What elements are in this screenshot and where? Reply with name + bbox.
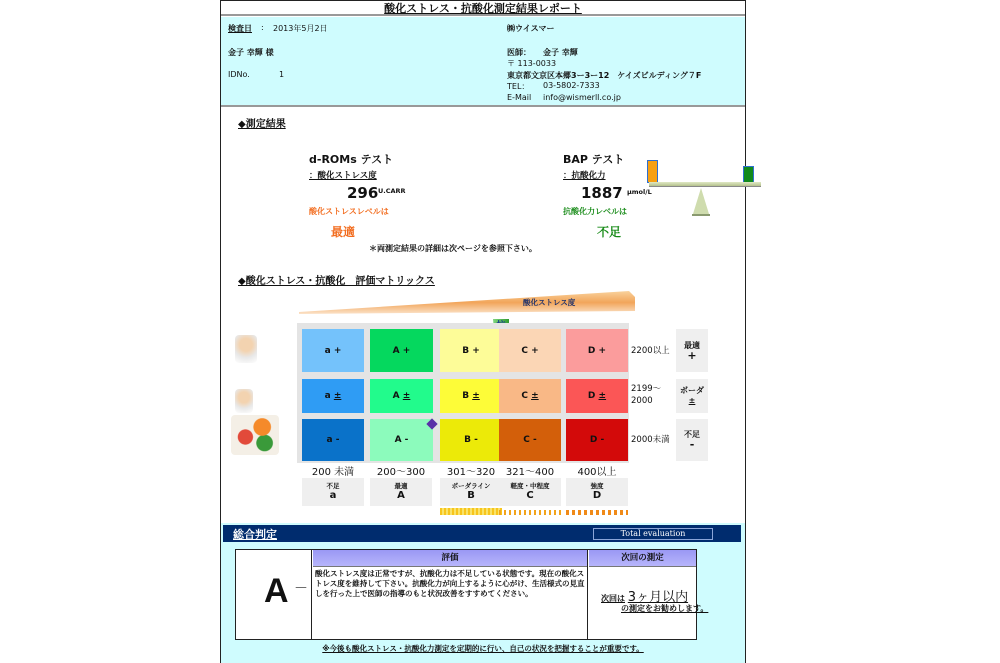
clinic-name: ㈱ウイスマー: [507, 24, 555, 33]
evaluation-table: [235, 549, 709, 640]
droms-value: 296: [347, 184, 379, 202]
col-range-D: 400以上: [577, 467, 617, 478]
col-grade-C: [499, 478, 561, 506]
matrix-cell-C-pm: [499, 379, 561, 413]
email-value[interactable]: info@wismerll.co.jp: [543, 93, 621, 102]
cell-letter: a: [324, 345, 331, 356]
report-title: 酸化ストレス・抗酸化測定結果レポート: [221, 1, 745, 16]
vegetables-mascot-icon: [231, 415, 279, 455]
grade-cell: [236, 550, 312, 639]
cell-sign: ±: [472, 391, 480, 401]
mascot-strong-icon: [235, 335, 257, 363]
cell-sign: +: [402, 345, 411, 356]
level-box-insufficient: [676, 419, 708, 461]
evaluation-text: 酸化ストレス度は正常ですが、抗酸化力は不足している状態です。現在の酸化ストレス度を維持して下さい。抗酸化力が向上するように心がけ、生活様式の見直しを行った上で医師の指導のもと状況改善をすすめてください。: [315, 569, 585, 598]
bap-level-label: 抗酸化力レベルは: [563, 207, 627, 216]
patient-name: 金子 幸輝 様: [228, 48, 274, 57]
grade-letter: A: [264, 572, 289, 610]
matrix-cell-a-pm: [302, 379, 364, 413]
evaluation-header: 評価: [313, 550, 587, 567]
level-text: ボーダ: [680, 386, 704, 395]
cell-sign: ±: [598, 391, 607, 401]
cell-letter: A: [394, 435, 402, 445]
cell-sign: ±: [531, 391, 539, 401]
level-sign: ±: [688, 396, 696, 405]
next-measurement-column: [589, 550, 709, 639]
bap-title: BAP テスト: [563, 153, 625, 166]
cell-sign: -: [335, 435, 340, 445]
seesaw-fulcrum-icon: [693, 188, 709, 214]
level-box-optimal: [676, 329, 708, 372]
droms-level: 最適: [331, 225, 356, 239]
exam-date-label: 検査日: [228, 24, 252, 33]
level-text: 不足: [684, 430, 700, 439]
total-title-en: Total evaluation: [593, 528, 713, 540]
col-grade: A: [397, 490, 405, 501]
seesaw-beam-icon: [649, 182, 761, 187]
matrix-cell-A-minus: [370, 419, 433, 461]
matrix-cell-a-plus: [302, 329, 364, 372]
droms-unit: U.CARR: [378, 187, 406, 195]
id-label: IDNo.: [228, 70, 250, 79]
col-grade: D: [592, 490, 602, 501]
flame-icon-high: [566, 510, 628, 515]
exam-date: 2013年5月2日: [273, 24, 328, 33]
tel-value: 03-5802-7333: [543, 81, 600, 90]
cell-sign: +: [598, 345, 607, 356]
cell-sign: ±: [402, 391, 411, 401]
next-prefix: 次回は: [601, 594, 625, 603]
col-grade-A: [370, 478, 432, 506]
evaluation-column: [313, 550, 588, 639]
col-range-a: 200 未満: [311, 467, 355, 478]
cell-letter: D: [587, 345, 596, 356]
cell-letter: D: [587, 391, 596, 401]
row-range-minus: 2000未満: [631, 435, 670, 445]
col-grade-D: [566, 478, 628, 506]
matrix-cell-D-pm: [566, 379, 628, 413]
cell-letter: B: [464, 435, 471, 445]
flame-icon-low: [440, 508, 502, 515]
row-range-pm-1: 2199～: [631, 384, 662, 394]
matrix-cell-D-minus: [566, 419, 628, 461]
report-page: [220, 0, 746, 663]
level-text: 最適: [684, 340, 700, 350]
col-grade: B: [467, 490, 475, 501]
droms-level-label: 酸化ストレスレベルは: [309, 207, 389, 216]
matrix-cell-A-pm: [370, 379, 433, 413]
cell-letter: a: [324, 391, 331, 401]
mascot-mid-icon: [235, 389, 253, 413]
col-range-C: 321～400: [505, 467, 555, 478]
tel-label: TEL：: [507, 82, 530, 91]
col-desc: ボーダライン: [451, 482, 491, 490]
next-measurement-header: 次回の測定: [589, 550, 696, 567]
level-box-border: [676, 379, 708, 413]
cell-letter: D: [589, 435, 598, 445]
seesaw-base: [692, 214, 710, 216]
matrix-cell-B-minus: [440, 419, 502, 461]
droms-subtitle: ：酸化ストレス度: [309, 171, 377, 181]
col-range-A: 200～300: [376, 467, 426, 478]
col-range-B: 301～320: [446, 467, 496, 478]
matrix-cell-C-minus: [499, 419, 561, 461]
level-sign: -: [689, 438, 695, 451]
row-range-pm-2: 2000: [631, 396, 653, 406]
bap-subtitle: ：抗酸化力: [563, 171, 606, 181]
cell-sign: +: [531, 345, 539, 356]
cell-sign: +: [472, 345, 480, 356]
cell-sign: -: [600, 435, 605, 445]
col-grade-a: [302, 478, 364, 506]
cell-letter: A: [392, 391, 400, 401]
matrix-cell-A-plus: [370, 329, 433, 372]
cell-letter: C: [521, 391, 528, 401]
bap-unit: μmol/L: [627, 188, 652, 196]
matrix-cell-a-minus: [302, 419, 364, 461]
matrix-cell-C-plus: [499, 329, 561, 372]
cell-sign: -: [404, 435, 409, 445]
email-label: E-Mail: [507, 93, 532, 102]
matrix-cell-D-plus: [566, 329, 628, 372]
cell-letter: C: [523, 435, 530, 445]
cell-sign: ±: [333, 391, 342, 401]
next-period: 3ヶ月以内: [627, 590, 689, 605]
footnote: ※今後も酸化ストレス・抗酸化力測定を定期的に行い、自己の状況を把握することが重要です。: [322, 644, 644, 653]
results-note: ＊両測定結果の詳細は次ページを参照下さい。: [369, 244, 537, 253]
cell-letter: C: [521, 345, 528, 356]
clinic-address: 東京都文京区本郷3ー3ー12 ケイズビルディング７F: [507, 71, 702, 80]
doctor-name: 金子 幸輝: [543, 48, 578, 57]
cell-letter: A: [392, 345, 400, 356]
col-desc: 不足: [326, 482, 340, 490]
matrix-cell-B-plus: [440, 329, 502, 372]
level-sign: +: [687, 348, 697, 362]
results-heading: ◆測定結果: [238, 119, 286, 130]
col-grade: a: [329, 490, 337, 501]
flame-icon-mid: [499, 510, 561, 515]
cell-sign: -: [533, 435, 537, 445]
oxidative-stress-wedge-icon: [299, 291, 635, 315]
grade-sign: －: [294, 581, 308, 597]
row-range-plus: 2200以上: [631, 346, 670, 356]
matrix-cell-B-pm: [440, 379, 502, 413]
cell-sign: +: [333, 345, 342, 356]
postal-code: 〒 113-0033: [507, 59, 557, 68]
cell-letter: B: [462, 345, 470, 356]
matrix-heading: ◆酸化ストレス・抗酸化 評価マトリックス: [238, 276, 435, 287]
patient-info-box: [221, 17, 745, 107]
col-desc: 強度: [590, 482, 604, 490]
bap-value: 1887: [581, 184, 623, 202]
col-grade: C: [526, 490, 534, 501]
next-measurement-line2: の測定をお勧めします。: [621, 604, 709, 613]
total-title: 総合判定: [233, 528, 277, 541]
id-value: 1: [279, 70, 285, 79]
total-header-bar: [223, 525, 741, 542]
col-desc: 最適: [394, 482, 408, 490]
doctor-label: 医師：: [507, 48, 531, 57]
cell-letter: a: [326, 435, 333, 445]
col-grade-B: [440, 478, 502, 506]
total-evaluation-section: [221, 523, 745, 663]
x-axis-label: 酸化ストレス度: [523, 298, 576, 307]
cell-sign: -: [474, 435, 478, 445]
col-desc: 軽度・中程度: [510, 482, 550, 490]
antioxidant-weight-icon: [743, 166, 754, 183]
exam-date-colon: :: [261, 23, 264, 32]
bap-level: 不足: [597, 225, 622, 239]
droms-title: d-ROMs テスト: [309, 153, 394, 166]
oxidative-stress-weight-icon: [647, 160, 658, 183]
cell-letter: B: [462, 391, 470, 401]
